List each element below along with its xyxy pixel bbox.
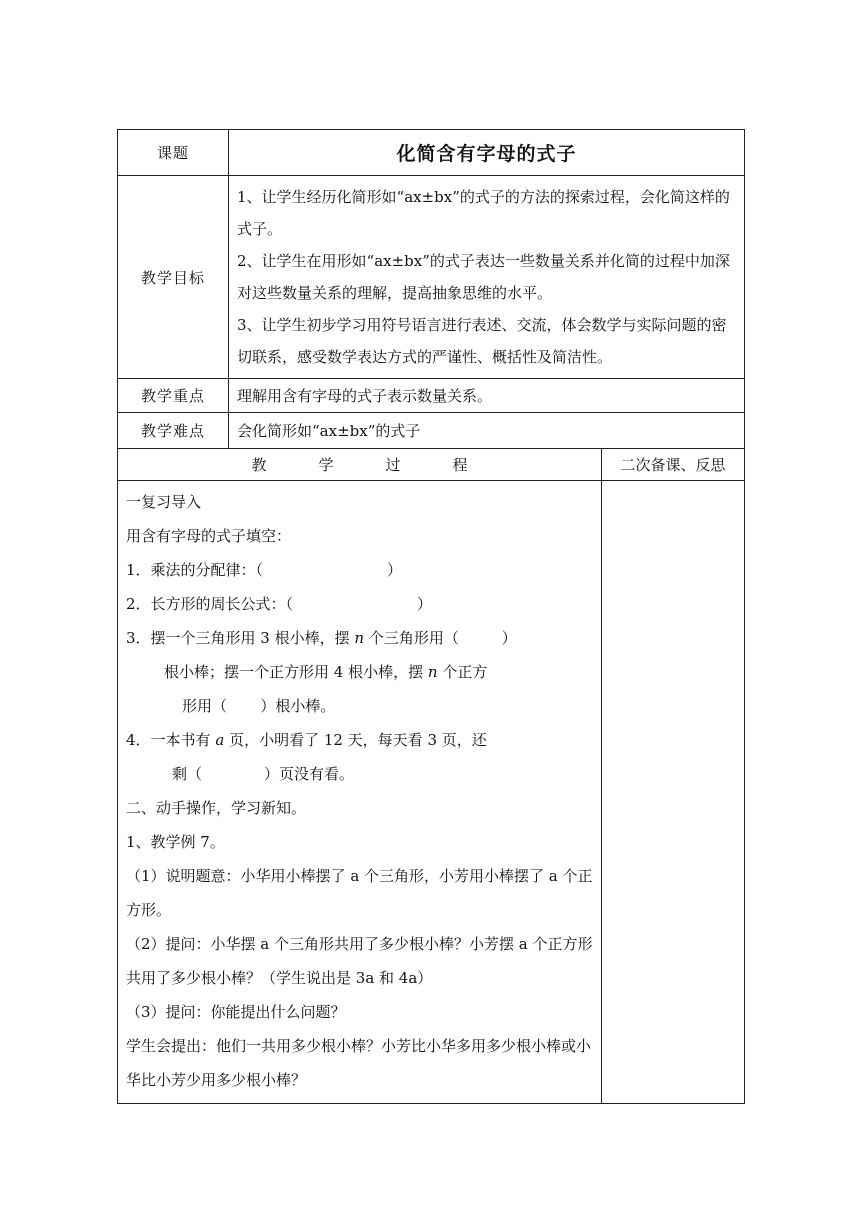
process-body-row bbox=[118, 481, 745, 1104]
question-3-line-3: 形用（ ）根小棒。 bbox=[182, 697, 336, 715]
step-2: （2）提问：小华摆 a 个三角形共用了多少根小棒？小芳摆 a 个正方形共用了多少根小棒？（学生说出是 3a 和 4a） bbox=[126, 935, 593, 987]
key-point-text: 理解用含有字母的式子表示数量关系。 bbox=[229, 379, 745, 413]
reflection-heading: 二次备课、反思 bbox=[602, 449, 745, 481]
objective-item: 2、让学生在用形如“ax±bx”的式子表达一些数量关系并化简的过程中加深对这些数量关系的理解，提高抽象思维的水平。 bbox=[237, 252, 730, 302]
lesson-plan-table bbox=[117, 129, 745, 1104]
q3-text: 根小棒；摆一个正方形用 4 根小棒，摆 bbox=[164, 663, 424, 681]
objectives-row bbox=[118, 176, 745, 379]
review-title: 一复习导入 bbox=[126, 493, 202, 511]
q3-text: 个正方 bbox=[442, 663, 488, 681]
q4-text: 页，小明看了 12 天，每天看 3 页，还 bbox=[229, 731, 487, 749]
key-point-label: 教学重点 bbox=[118, 379, 229, 413]
student-answer: 学生会提出：他们一共用多少根小棒？小芳比小华多用多少根小棒或小华比小芳少用多少根小棒？ bbox=[126, 1037, 592, 1089]
key-point-row bbox=[118, 379, 745, 413]
question-4-line-2: 剩（ ）页没有看。 bbox=[172, 765, 354, 783]
difficulty-label: 教学难点 bbox=[118, 413, 229, 449]
step-3: （3）提问：你能提出什么问题？ bbox=[126, 1003, 346, 1021]
question-4-line-1 bbox=[126, 723, 595, 757]
difficulty-text: 会化简形如“ax±bx”的式子 bbox=[229, 413, 745, 449]
topic-row bbox=[118, 130, 745, 176]
process-header-row bbox=[118, 449, 745, 481]
variable-n: n bbox=[354, 629, 365, 647]
fill-prompt: 用含有字母的式子填空： bbox=[126, 527, 292, 545]
variable-n: n bbox=[427, 663, 438, 681]
objective-item: 3、让学生初步学习用符号语言进行表述、交流，体会数学与实际问题的密切联系，感受数学表达方式的严谨性、概括性及简洁性。 bbox=[237, 316, 727, 366]
process-heading-char: 过 bbox=[385, 456, 401, 474]
process-heading-char: 程 bbox=[452, 456, 468, 474]
process-heading-char: 学 bbox=[318, 456, 334, 474]
topic-title: 化简含有字母的式子 bbox=[229, 130, 745, 176]
q4-text: 4．一本书有 bbox=[126, 731, 211, 749]
process-content bbox=[118, 481, 602, 1104]
q3-text: 个三角形用（ ） bbox=[368, 629, 517, 647]
topic-label: 课题 bbox=[118, 130, 229, 176]
section-2-title: 二、动手操作，学习新知。 bbox=[126, 799, 307, 817]
q3-text: 3．摆一个三角形用 3 根小棒，摆 bbox=[126, 629, 350, 647]
question-1: 1．乘法的分配律：（ ） bbox=[126, 561, 403, 579]
example-title: 1、教学例 7。 bbox=[126, 833, 225, 851]
objective-item: 1、让学生经历化简形如“ax±bx”的式子的方法的探索过程，会化简这样的式子。 bbox=[237, 188, 730, 238]
question-3-line-1 bbox=[126, 621, 595, 655]
objectives-label: 教学目标 bbox=[118, 176, 229, 379]
process-heading bbox=[118, 449, 602, 481]
difficulty-row bbox=[118, 413, 745, 449]
process-heading-char: 教 bbox=[251, 456, 267, 474]
question-3-line-2 bbox=[126, 655, 595, 689]
question-2: 2．长方形的周长公式：（ ） bbox=[126, 595, 433, 613]
objectives-content bbox=[229, 176, 745, 379]
variable-a: a bbox=[215, 731, 225, 749]
step-1: （1）说明题意：小华用小棒摆了 a 个三角形，小芳用小棒摆了 a 个正方形。 bbox=[126, 867, 593, 919]
reflection-cell bbox=[602, 481, 745, 1104]
